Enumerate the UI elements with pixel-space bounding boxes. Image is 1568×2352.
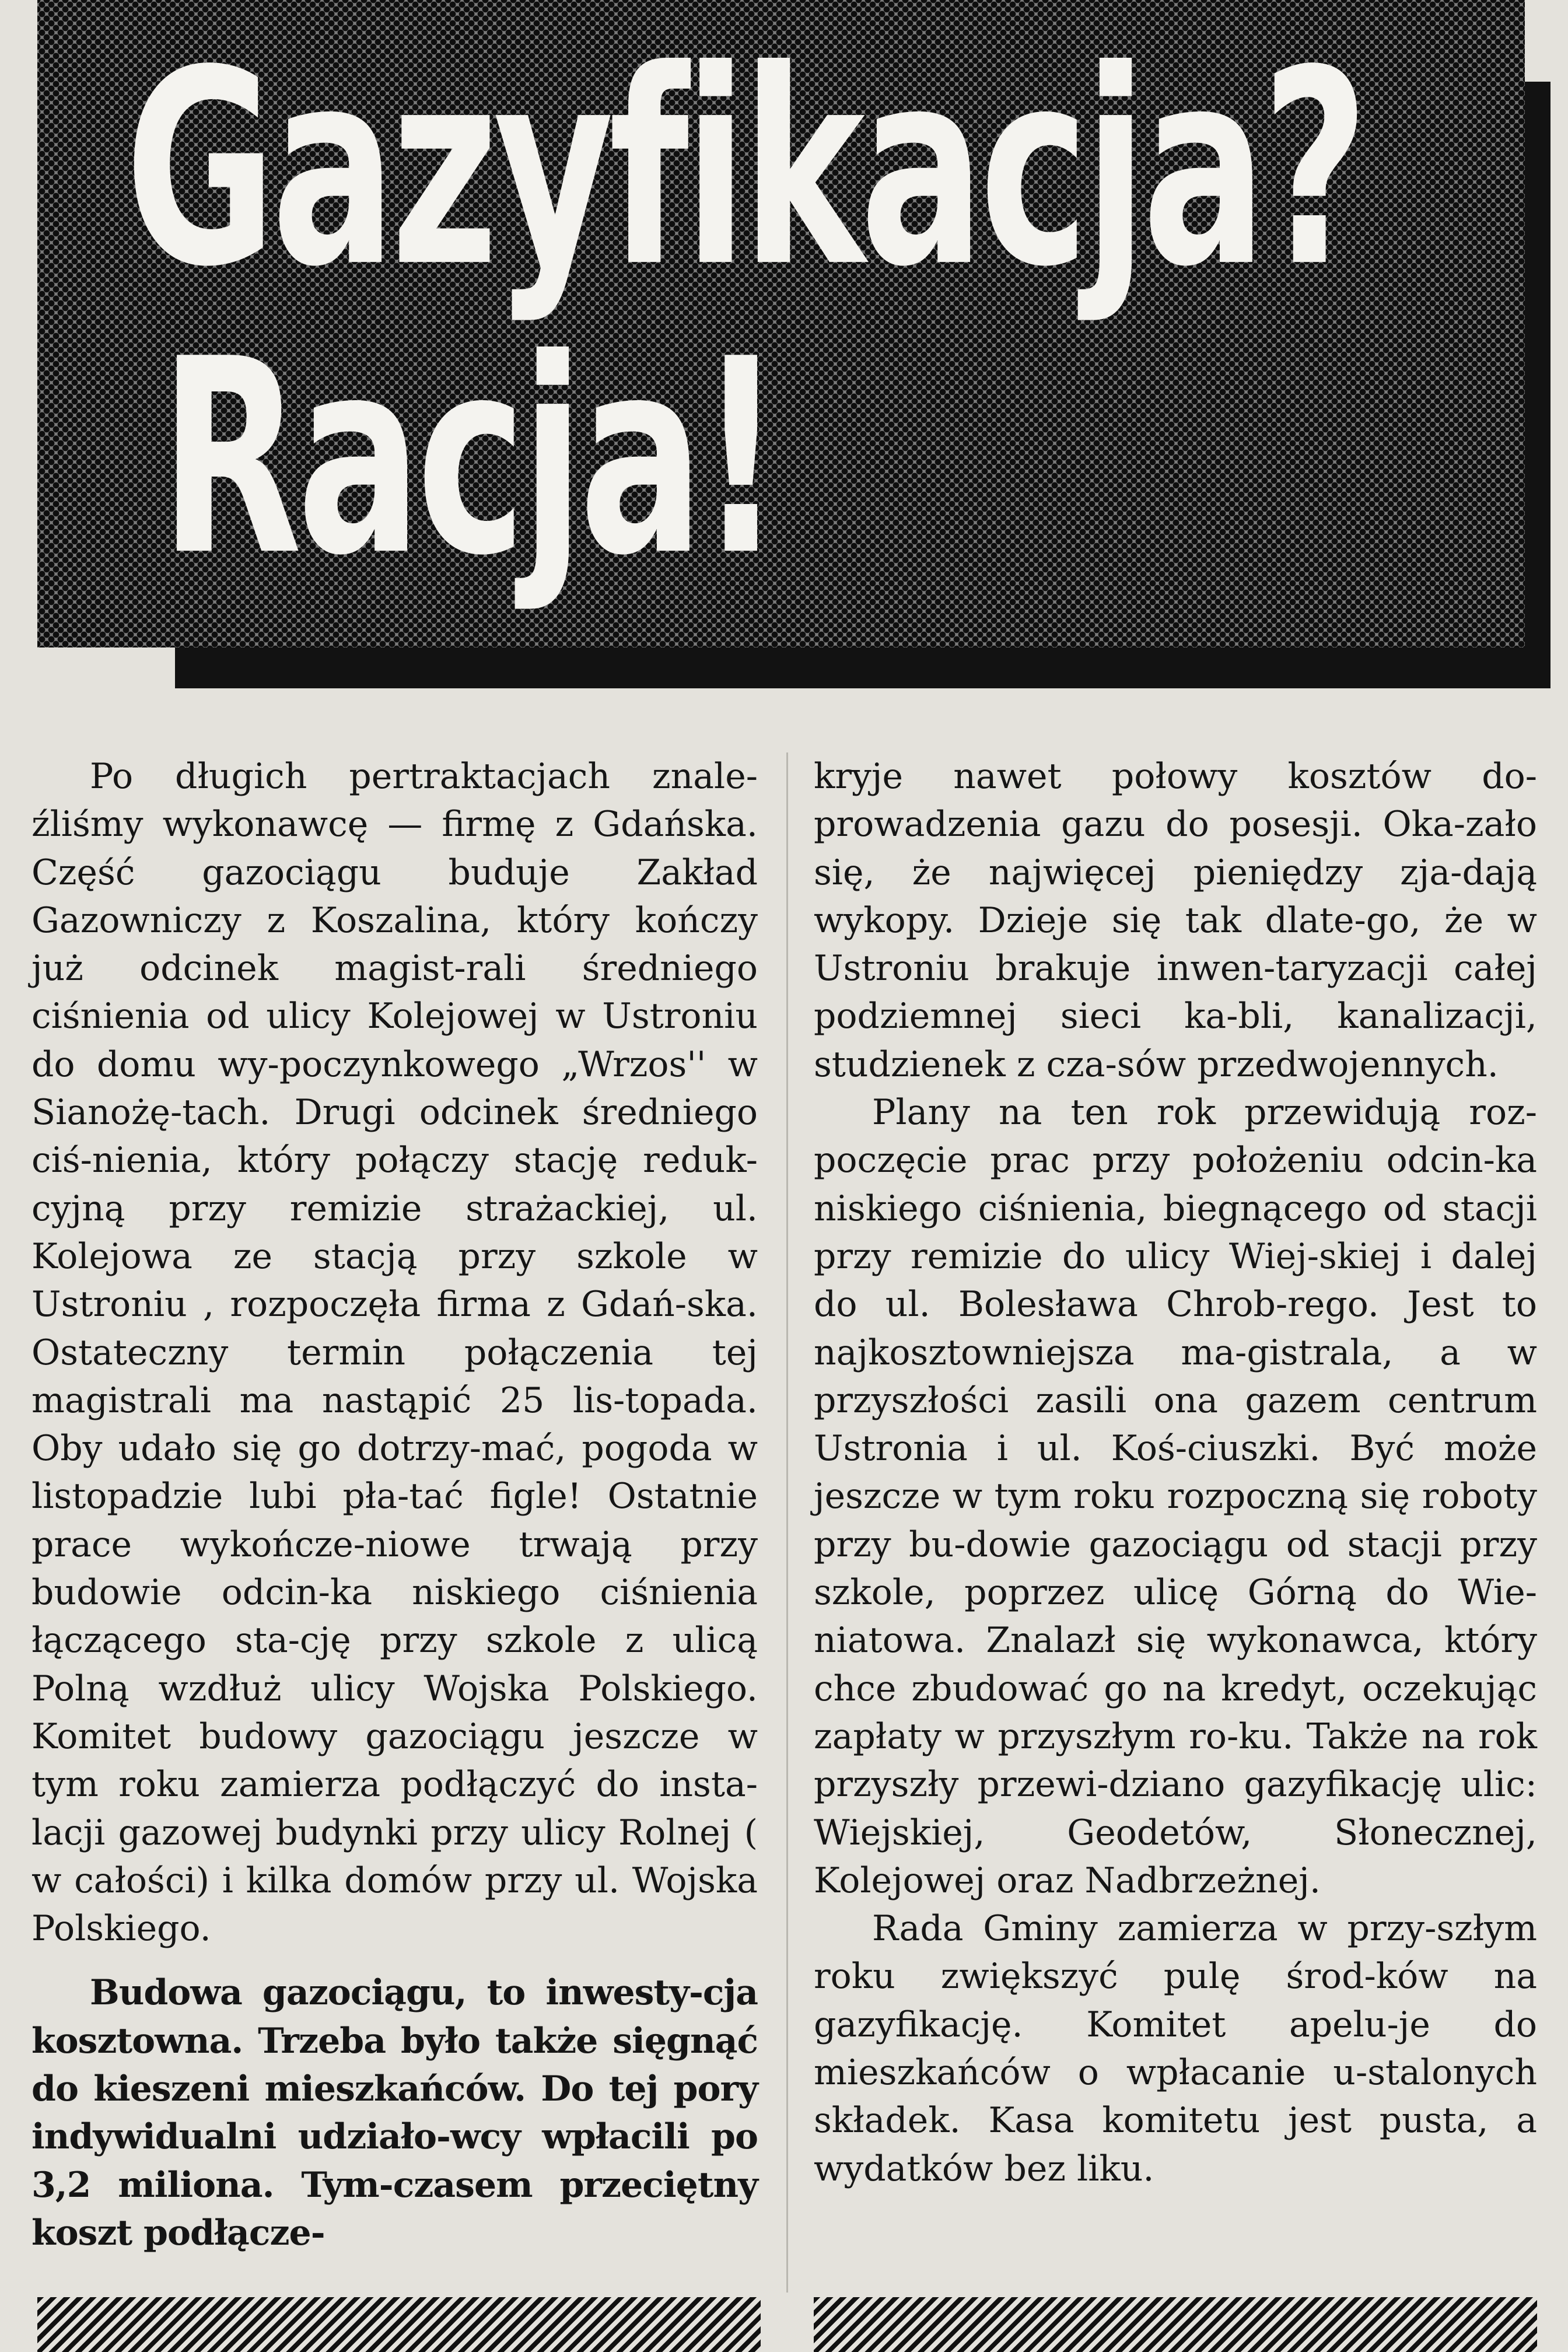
left-paragraph-1: Po długich pertraktacjach znale-źliśmy wykonawcę — firmę z Gdańska. Część gazociągu buduje Zakład Gazowniczy z Koszalina, który kończy już odcinek magist-rali średniego ciśnienia od ulicy Kolejowej w Ustroniu do domu wy-poczynkowego „Wrzos'' w Sianożę-tach. Drugi odcinek średniego ciś-nienia, który połączy stację reduk-cyjną przy remizie strażackiej, ul. Kolejowa ze stacją przy szkole w Ustroniu , rozpoczęła firma z Gdań-ska. Ostateczny termin połączenia tej magistrali ma nastąpić 25 lis-topada. Oby udało się go dotrzy-mać, pogoda w listopadzie lubi pła-tać figle! Ostatnie prace wykończe-niowe trwają przy budowie odcin-ka niskiego ciśnienia łączącego sta-cję przy szkole z ulicą Polną wzdłuż ulicy Wojska Polskiego. Komitet budowy gazociągu jeszcze w tym roku zamierza podłączyć do insta-lacji gazowej budynki przy ulicy Rolnej ( w całości) i kilka domów przy ul. Wojska Polskiego. (32, 756, 758, 1950)
right-paragraph-2: Plany na ten rok przewidują roz-poczęcie prac przy położeniu odcin-ka niskiego ciśnienia, biegnącego od stacji przy remizie do ulicy Wiej-skiej i dalej do ul. Bolesława Chrob-rego. Jest to najkosztowniejsza ma-gistrala, a w przyszłości zasili ona gazem centrum Ustronia i ul. Koś-ciuszki. Być może jeszcze w tym roku rozpoczną się roboty przy bu-dowie gazociągu od stacji przy szkole, poprzez ulicę Górną do Wie-niatowa. Znalazł się wykonawca, który chce zbudować go na kredyt, oczekując zapłaty w przyszłym ro-ku. Także na rok przyszły przewi-dziano gazyfikację ulic: Wiejskiej, Geodetów, Słonecznej, Kolejowej oraz Nadbrzeżnej. (814, 1092, 1537, 1901)
right-paragraph-3: Rada Gminy zamierza w przy-szłym roku zwiększyć pulę środ-ków na gazyfikację. Komitet apelu-je do mieszkańców o wpłacanie u-stalonych składek. Kasa komitetu jest pusta, a wydatków bez liku. (814, 1908, 1537, 2189)
article-column-right (814, 752, 1537, 2193)
bottom-hatch-strip-right (814, 2297, 1537, 2352)
article-column-left (32, 752, 758, 2257)
headline-line-1: Gazyfikacja? (125, 12, 1364, 326)
headline-line-2: Racja! (160, 301, 778, 614)
headline-block (37, 0, 1525, 648)
column-divider (786, 752, 788, 2292)
bottom-hatch-strip-left (37, 2297, 761, 2352)
left-paragraph-2-bold: Budowa gazociągu, to inwesty-cja kosztowna. Trzeba było także sięgnąć do kieszeni mieszkańców. Do tej pory indywidualni udziało-wcy wpłacili po 3,2 miliona. Tym-czasem przeciętny koszt podłącze- (32, 1972, 758, 2253)
right-paragraph-continuation: kryje nawet połowy kosztów do-prowadzenia gazu do posesji. Oka-zało się, że najwięcej pieniędzy zja-dają wykopy. Dzieje się tak dlate-go, że w Ustroniu brakuje inwen-taryzacji całej podziemnej sieci ka-bli, kanalizacji, studzienek z cza-sów przedwojennych. (814, 756, 1537, 1085)
